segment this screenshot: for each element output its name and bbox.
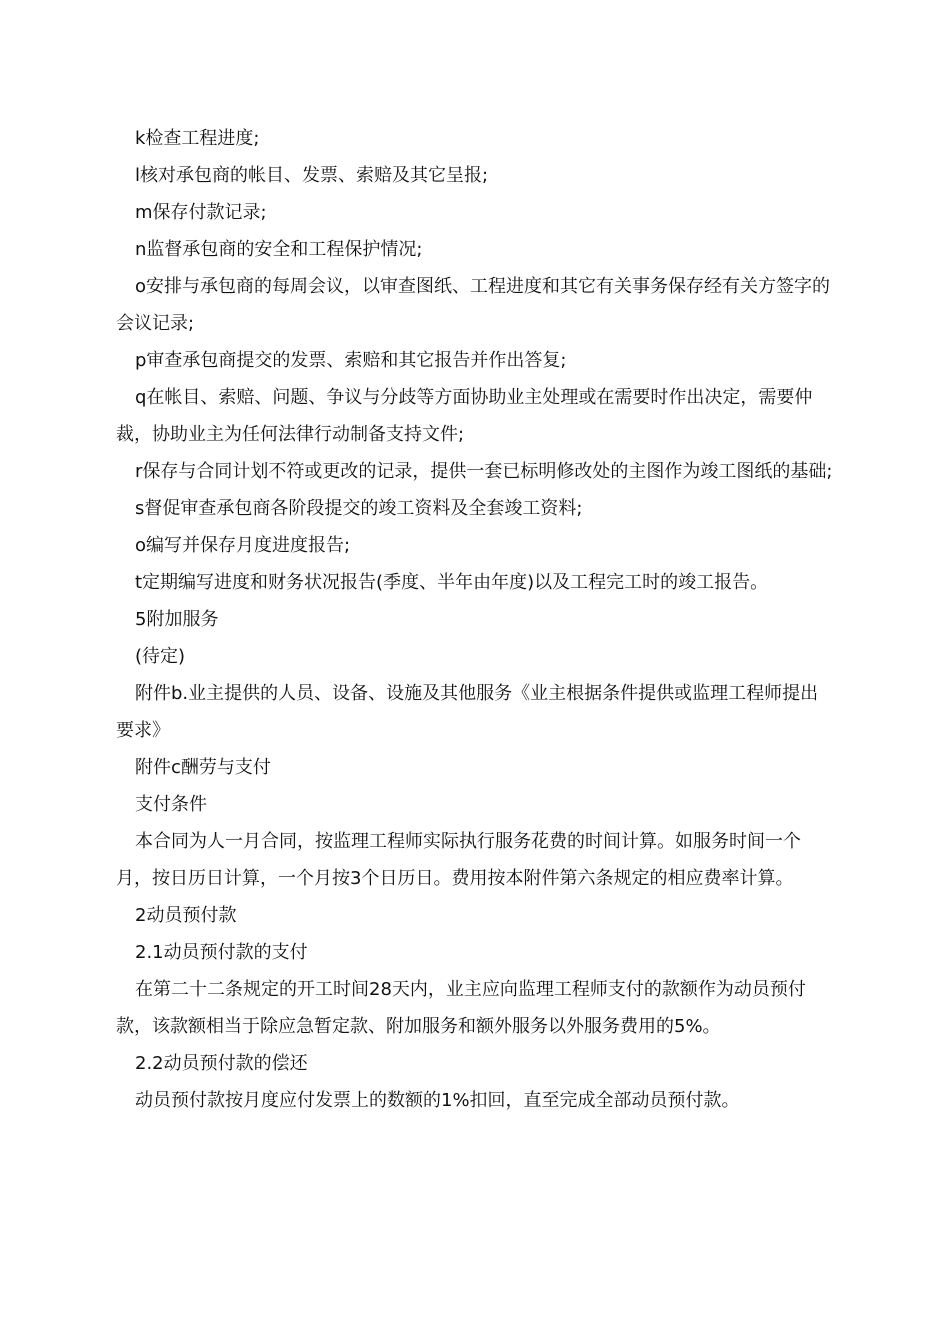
paragraph-l: l核对承包商的帐目、发票、索赔及其它呈报; <box>135 165 489 186</box>
paragraph-t: t定期编写进度和财务状况报告(季度、半年由年度)以及工程完工时的竣工报告。 <box>135 572 769 593</box>
paragraph-p: p审查承包商提交的发票、索赔和其它报告并作出答复; <box>135 350 567 371</box>
paragraph-advance-payment: 在第二十二条规定的开工时间28天内，业主应向监理工程师支付的款额作为动员预付款，该款额相当于除应急暂定款、附加服务和额外服务以外服务费用的5%。 <box>116 979 806 1037</box>
heading-advance-payment: 2.1动员预付款的支付 <box>135 942 308 963</box>
paragraph-o: o安排与承包商的每周会议，以审查图纸、工程进度和其它有关事务保存经有关方签字的会议记录; <box>116 276 831 334</box>
heading-additional-services: 5附加服务 <box>135 609 219 630</box>
paragraph-r: r保存与合同计划不符或更改的记录，提供一套已标明修改处的主图作为竣工图纸的基础; <box>135 461 833 482</box>
document-body <box>116 120 836 1119</box>
heading-annex-c: 附件c酬劳与支付 <box>135 757 271 778</box>
paragraph-contract-basis: 本合同为人一月合同，按监理工程师实际执行服务花费的时间计算。如服务时间一个月，按日历日计算，一个月按3个日历日。费用按本附件第六条规定的相应费率计算。 <box>116 831 801 889</box>
paragraph-s: s督促审查承包商各阶段提交的竣工资料及全套竣工资料; <box>135 498 583 519</box>
paragraph-k: k检查工程进度; <box>135 128 260 149</box>
paragraph-tbd: (待定) <box>135 646 186 667</box>
paragraph-q: q在帐目、索赔、问题、争议与分歧等方面协助业主处理或在需要时作出决定，需要仲裁，协助业主为任何法律行动制备支持文件; <box>116 387 813 445</box>
heading-mobilization-advance: 2动员预付款 <box>135 905 237 926</box>
heading-advance-repayment: 2.2动员预付款的偿还 <box>135 1053 308 1074</box>
heading-annex-b: 附件b.业主提供的人员、设备、设施及其他服务《业主根据条件提供或监理工程师提出要求》 <box>116 683 819 741</box>
paragraph-o-monthly-report: o编写并保存月度进度报告; <box>135 535 351 556</box>
paragraph-m: m保存付款记录; <box>135 202 267 223</box>
paragraph-n: n监督承包商的安全和工程保护情况; <box>135 239 423 260</box>
heading-payment-terms: 支付条件 <box>135 794 207 815</box>
paragraph-advance-repayment: 动员预付款按月度应付发票上的数额的1%扣回，直至完成全部动员预付款。 <box>135 1090 740 1111</box>
